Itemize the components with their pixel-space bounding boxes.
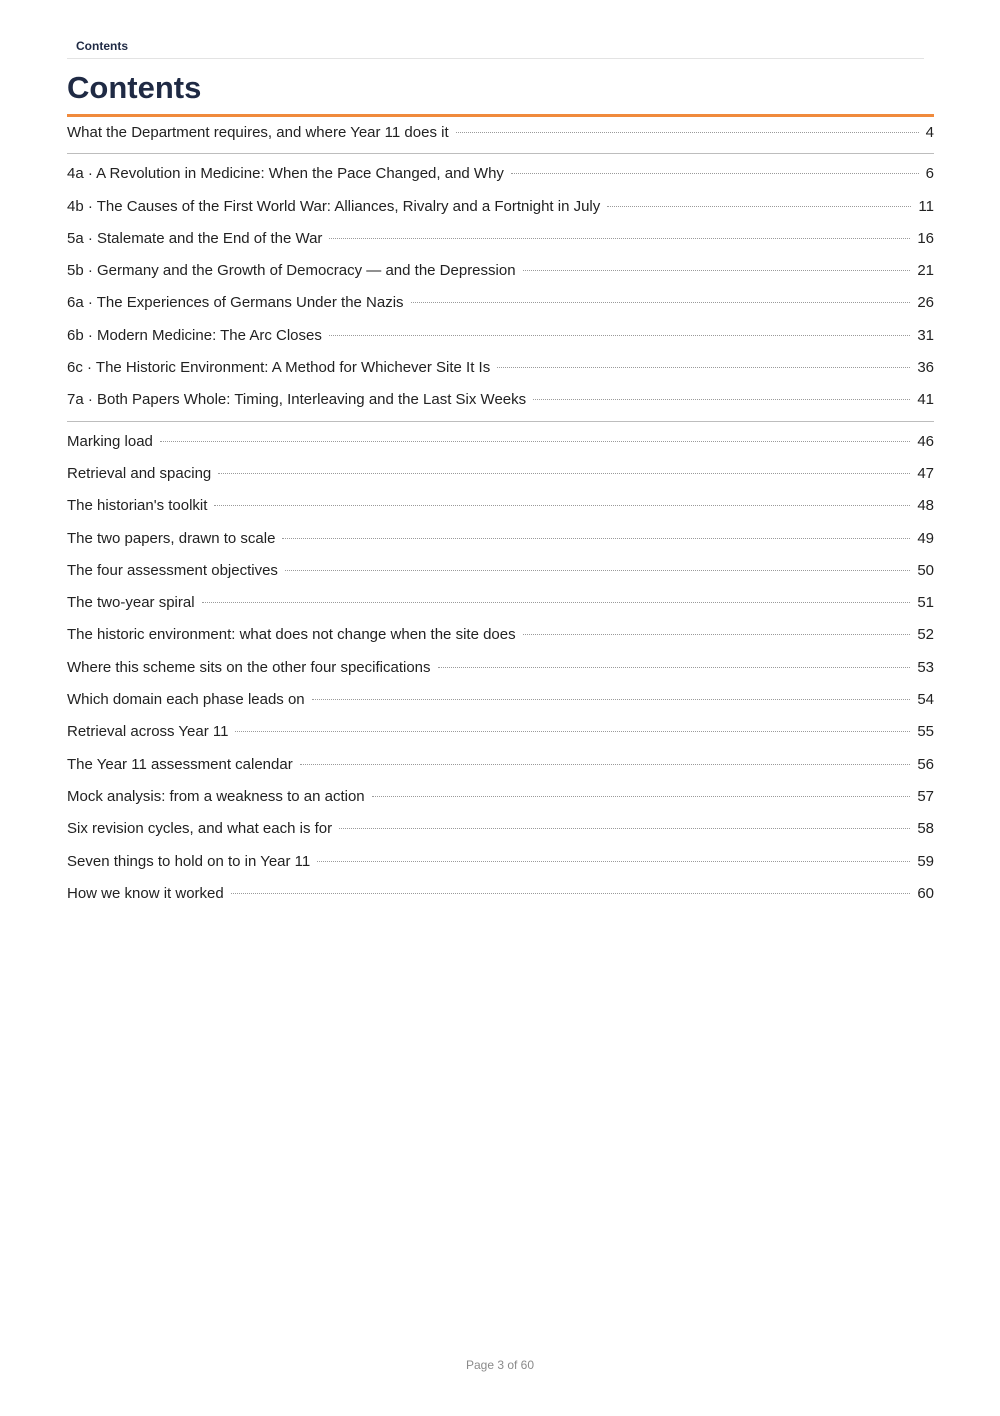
- toc-entry[interactable]: [67, 158, 934, 190]
- toc-entry[interactable]: [67, 781, 934, 813]
- toc-entry-title[interactable]: The Year 11 assessment calendar: [67, 755, 293, 773]
- toc-entry-title[interactable]: Marking load: [67, 432, 153, 450]
- toc-entry-page-number[interactable]: 41: [917, 391, 934, 409]
- toc-entry-title[interactable]: 6c · The Historic Environment: A Method for Whichever Site It Is: [67, 359, 491, 377]
- toc-entry-page-number[interactable]: 50: [917, 561, 934, 579]
- dot-leader: [438, 667, 911, 668]
- dot-leader: [533, 399, 910, 400]
- toc-entry-title[interactable]: 7a · Both Papers Whole: Timing, Interleaving and the Last Six Weeks: [67, 391, 527, 409]
- toc-entry[interactable]: [67, 749, 934, 781]
- toc-entry-page-number[interactable]: 54: [917, 691, 934, 709]
- toc-entry[interactable]: [67, 684, 934, 716]
- dot-leader: [285, 570, 910, 571]
- dot-leader: [339, 828, 910, 829]
- dot-leader: [497, 367, 910, 368]
- toc-entry-title[interactable]: 4b · The Causes of the First World War: Alliances, Rivalry and a Fortnight in July: [67, 197, 601, 215]
- toc-entry-page-number[interactable]: 53: [917, 658, 934, 676]
- dot-leader: [607, 206, 911, 207]
- toc-entry-title[interactable]: The historian's toolkit: [67, 497, 208, 515]
- toc-entry-title[interactable]: Seven things to hold on to in Year 11: [67, 852, 311, 870]
- toc-entry-title[interactable]: Six revision cycles, and what each is for: [67, 820, 333, 838]
- dot-leader: [282, 538, 910, 539]
- toc-entry-title[interactable]: 5b · Germany and the Growth of Democracy — and the Depression: [67, 262, 516, 280]
- toc-entry-title[interactable]: Where this scheme sits on the other four specifications: [67, 658, 431, 676]
- toc-entry[interactable]: [67, 320, 934, 352]
- toc-entry-title[interactable]: Retrieval and spacing: [67, 464, 212, 482]
- toc-entry-title[interactable]: The two papers, drawn to scale: [67, 529, 276, 547]
- toc-entry-page-number[interactable]: 52: [917, 626, 934, 644]
- dot-leader: [523, 634, 911, 635]
- toc-group: [67, 421, 934, 910]
- toc-entry-page-number[interactable]: 46: [917, 432, 934, 450]
- toc-entry-page-number[interactable]: 59: [917, 852, 934, 870]
- dot-leader: [411, 302, 911, 303]
- dot-leader: [456, 132, 919, 133]
- dot-leader: [329, 238, 910, 239]
- toc-entry-page-number[interactable]: 55: [917, 723, 934, 741]
- running-header-title: Contents: [76, 39, 128, 53]
- dot-leader: [523, 270, 911, 271]
- toc-entry[interactable]: [67, 458, 934, 490]
- toc-group: [67, 153, 934, 420]
- page-footer: Page 3 of 60: [465, 1358, 535, 1372]
- toc-entry-title[interactable]: The four assessment objectives: [67, 561, 278, 579]
- toc-entry-title[interactable]: What the Department requires, and where Year 11 does it: [67, 124, 449, 141]
- toc-entry-title[interactable]: Which domain each phase leads on: [67, 691, 305, 709]
- toc-entry-page-number[interactable]: 47: [917, 464, 934, 482]
- toc-entry[interactable]: [67, 117, 934, 149]
- toc-entry-title[interactable]: The two-year spiral: [67, 594, 195, 612]
- toc-entry-page-number[interactable]: 36: [917, 359, 934, 377]
- dot-leader: [317, 861, 910, 862]
- toc-entry[interactable]: [67, 255, 934, 287]
- toc-entry-page-number[interactable]: 58: [917, 820, 934, 838]
- toc-entry-title[interactable]: How we know it worked: [67, 884, 224, 902]
- toc-entry-title[interactable]: Mock analysis: from a weakness to an action: [67, 787, 365, 805]
- toc-entry[interactable]: [67, 813, 934, 845]
- toc-entry[interactable]: [67, 426, 934, 458]
- toc-entry[interactable]: [67, 555, 934, 587]
- toc-entry-page-number[interactable]: 31: [917, 326, 934, 344]
- toc-entry-page-number[interactable]: 16: [917, 229, 934, 247]
- toc-entry[interactable]: [67, 191, 934, 223]
- toc-entry-title[interactable]: 6b · Modern Medicine: The Arc Closes: [67, 326, 322, 344]
- toc-entry[interactable]: [67, 490, 934, 522]
- dot-leader: [160, 441, 910, 442]
- dot-leader: [235, 731, 910, 732]
- toc-entry-title[interactable]: The historic environment: what does not change when the site does: [67, 626, 516, 644]
- dot-leader: [511, 173, 919, 174]
- dot-leader: [312, 699, 911, 700]
- running-header: [67, 36, 924, 59]
- page-title: Contents: [67, 70, 202, 105]
- dot-leader: [329, 335, 910, 336]
- toc-entry-page-number[interactable]: 26: [917, 294, 934, 312]
- toc-entry-page-number[interactable]: 48: [917, 497, 934, 515]
- dot-leader: [202, 602, 911, 603]
- toc-entry-title[interactable]: 4a · A Revolution in Medicine: When the Pace Changed, and Why: [67, 165, 504, 183]
- table-of-contents: [67, 117, 934, 910]
- toc-entry[interactable]: [67, 878, 934, 910]
- toc-entry[interactable]: [67, 619, 934, 651]
- toc-entry-title[interactable]: 5a · Stalemate and the End of the War: [67, 229, 323, 247]
- toc-entry-page-number[interactable]: 4: [925, 124, 934, 141]
- dot-leader: [300, 764, 911, 765]
- toc-entry-page-number[interactable]: 49: [917, 529, 934, 547]
- dot-leader: [218, 473, 910, 474]
- toc-group: [67, 117, 934, 153]
- toc-entry[interactable]: [67, 287, 934, 319]
- toc-entry[interactable]: [67, 716, 934, 748]
- toc-entry[interactable]: [67, 352, 934, 384]
- toc-entry[interactable]: [67, 384, 934, 416]
- toc-entry-page-number[interactable]: 57: [917, 787, 934, 805]
- dot-leader: [214, 505, 910, 506]
- toc-entry[interactable]: [67, 223, 934, 255]
- dot-leader: [372, 796, 911, 797]
- toc-entry-title[interactable]: 6a · The Experiences of Germans Under the Nazis: [67, 294, 404, 312]
- dot-leader: [231, 893, 911, 894]
- toc-entry[interactable]: [67, 587, 934, 619]
- toc-entry-page-number[interactable]: 51: [917, 594, 934, 612]
- toc-entry-page-number[interactable]: 11: [918, 197, 934, 215]
- toc-entry-page-number[interactable]: 60: [917, 884, 934, 902]
- toc-entry[interactable]: [67, 846, 934, 878]
- toc-entry-page-number[interactable]: 21: [917, 262, 934, 280]
- toc-entry[interactable]: [67, 652, 934, 684]
- toc-entry-page-number[interactable]: 6: [925, 165, 934, 183]
- toc-entry-page-number[interactable]: 56: [917, 755, 934, 773]
- toc-entry-title[interactable]: Retrieval across Year 11: [67, 723, 229, 741]
- toc-entry[interactable]: [67, 523, 934, 555]
